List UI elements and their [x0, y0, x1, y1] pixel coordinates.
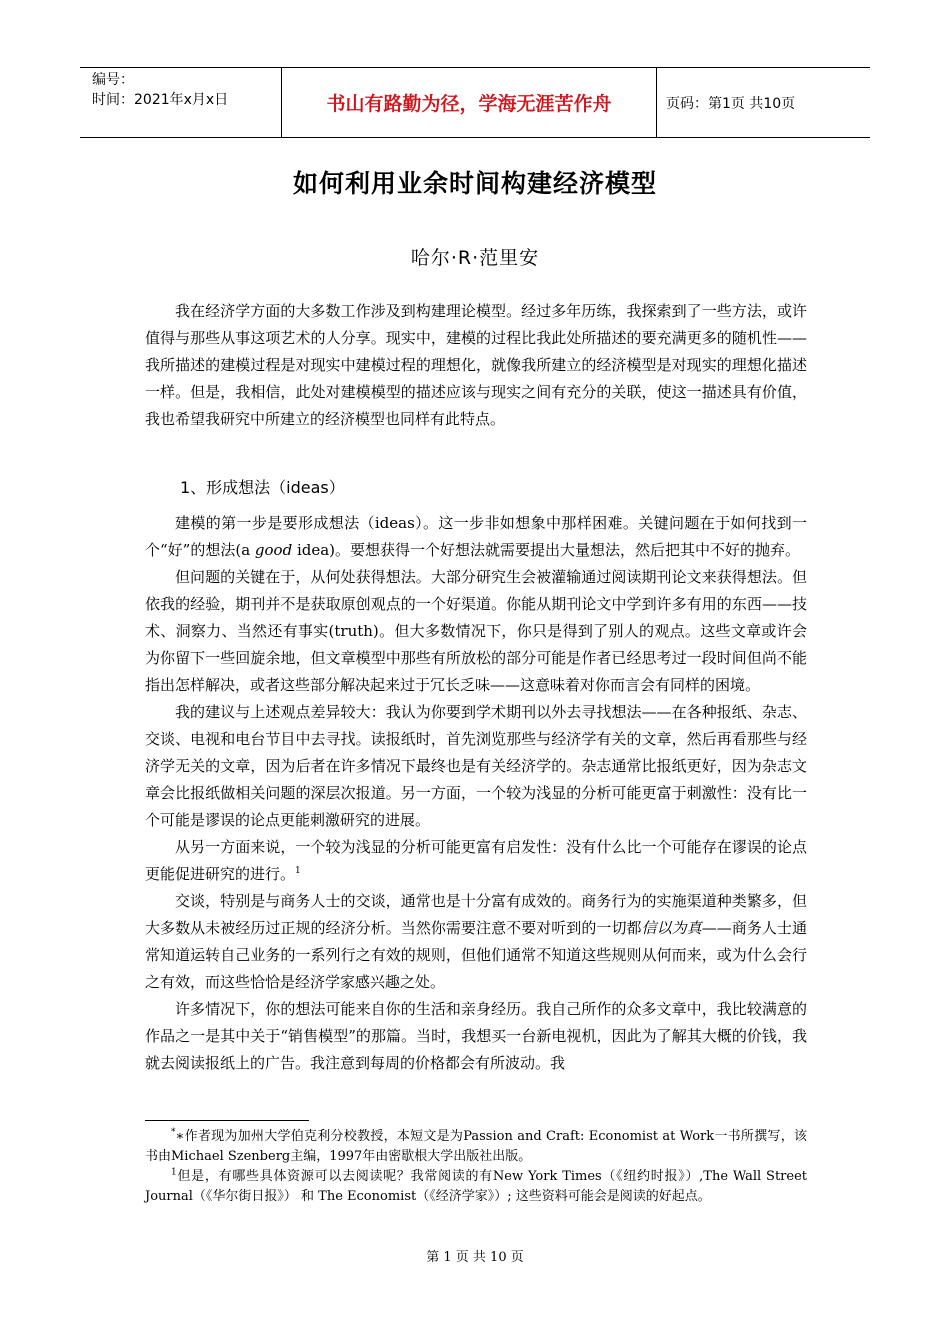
emphasis-good: good [254, 541, 293, 559]
section-heading: 1、形成想法（ideas） [180, 478, 345, 497]
paragraph-1: 建模的第一步是要形成想法（ideas）。这一步非如想象中那样困难。关键问题在于如何找到一个“好”的想法(a good idea)。要想获得一个好想法就需要提出大量想法，然后把其中不好的抛弃。 [145, 514, 807, 559]
footnote-star-mark: * [171, 1127, 176, 1138]
intro-section [145, 298, 807, 433]
header-number-label: 编号： [92, 72, 134, 88]
paragraph-4: 从另一方面来说，一个较为浅显的分析可能更富有启发性：没有什么比一个可能存在谬误的论点更能促进研究的进行。$^1$ [145, 838, 807, 883]
header-page-info: 页码：第1页 共10页 [666, 95, 796, 112]
intro-paragraph: 我在经济学方面的大多数工作涉及到构建理论模型。经过多年历练，我探索到了一些方法，或许值得与那些从事这项艺术的人分享。现实中，建模的过程比我此处所描述的要充满更多的随机性——我所描述的建模过程是对现实中建模过程的理想化，就像我所建立的经济模型是对现实的理想化描述一样。但是，我相信，此处对建模模型的描述应该与现实之间有充分的关联，使这一描述具有价值，我也希望我研究中所建立的经济模型也同样有此特点。 [145, 302, 807, 428]
paragraph-3: 我的建议与上述观点差异较大：我认为你要到学术期刊以外去寻找想法——在各种报纸、杂志、交谈、电视和电台节目中去寻找。读报纸时，首先浏览那些与经济学有关的文章，然后再看那些与经济学无关的文章，因为后者在许多情况下最终也是有关经济学的。杂志通常比报纸更好，因为杂志文章会比报纸做相关问题的深层次报道。另一方面，一个较为浅显的分析可能更富于刺激性：没有比一个可能是谬误的论点更能刺激研究的进展。 [145, 703, 807, 829]
footnote-1: $^1$但是，有哪些具体资源可以去阅读呢？我常阅读的有New York Times（《纽约时报》）,The Wall Street Journal（《华尔街日报》） 和 The Economist（《经济学家》）; 这些资料可能会是阅读的好起点。 [145, 1167, 807, 1204]
document-title: 如何利用业余时间构建经济模型 [292, 169, 657, 198]
emphasis-believe: 信以为真 [641, 919, 702, 937]
document-author: 哈尔·R·范里安 [410, 247, 540, 269]
page-header [80, 67, 870, 138]
footnote-ref-1[interactable]: 1 [295, 866, 301, 876]
page-footer: 第 1 页 共 10 页 [426, 1250, 524, 1265]
footnote-1-mark: 1 [171, 1167, 177, 1178]
paragraph-2: 但问题的关键在于，从何处获得想法。大部分研究生会被灌输通过阅读期刊论文来获得想法。但依我的经验，期刊并不是获取原创观点的一个好渠道。你能从期刊论文中学到许多有用的东西——技术、洞察力、当然还有事实(truth)。但大多数情况下，你只是得到了别人的观点。这些文章或许会为你留下一些回旋余地，但文章模型中那些有所放松的部分可能是作者已经思考过一段时间但尚不能指出怎样解决，或者这些部分解决起来过于冗长乏味——这意味着对你而言会有同样的困境。 [145, 568, 807, 694]
header-motto: 书山有路勤为径，学海无涯苦作舟 [282, 68, 657, 137]
footnote-divider [145, 1120, 309, 1121]
section-1 [145, 478, 807, 1077]
header-time-label: 时间：2021年x月x日 [92, 92, 229, 108]
paragraph-6: 许多情况下，你的想法可能来自你的生活和亲身经历。我自己所作的众多文章中，我比较满意的作品之一是其中关于“销售模型”的那篇。当时，我想买一台新电视机，因此为了解其大概的价钱，我就去阅读报纸上的广告。我注意到每周的价格都会有所波动。我 [145, 1000, 807, 1072]
paragraph-5: 交谈，特别是与商务人士的交谈，通常也是十分富有成效的。商务行为的实施渠道种类繁多，但大多数从未被经历过正规的经济分析。当然你需要注意不要对听到的一切都信以为真——商务人士通常知道运转自己业务的一系列行之有效的规则，但他们通常不知道这些规则从何而来，或为什么会行之有效，而这些恰恰是经济学家感兴趣之处。 [145, 892, 807, 991]
footnote-star: *∗作者现为加州大学伯克利分校教授，本短文是为Passion and Craft: Economist at Work一书所撰写，该书由Michael Szenberg主编，1997年由密歇根大学出版社出版。 [145, 1127, 807, 1164]
footnotes [145, 1127, 807, 1207]
header-meta-cell [80, 68, 282, 137]
